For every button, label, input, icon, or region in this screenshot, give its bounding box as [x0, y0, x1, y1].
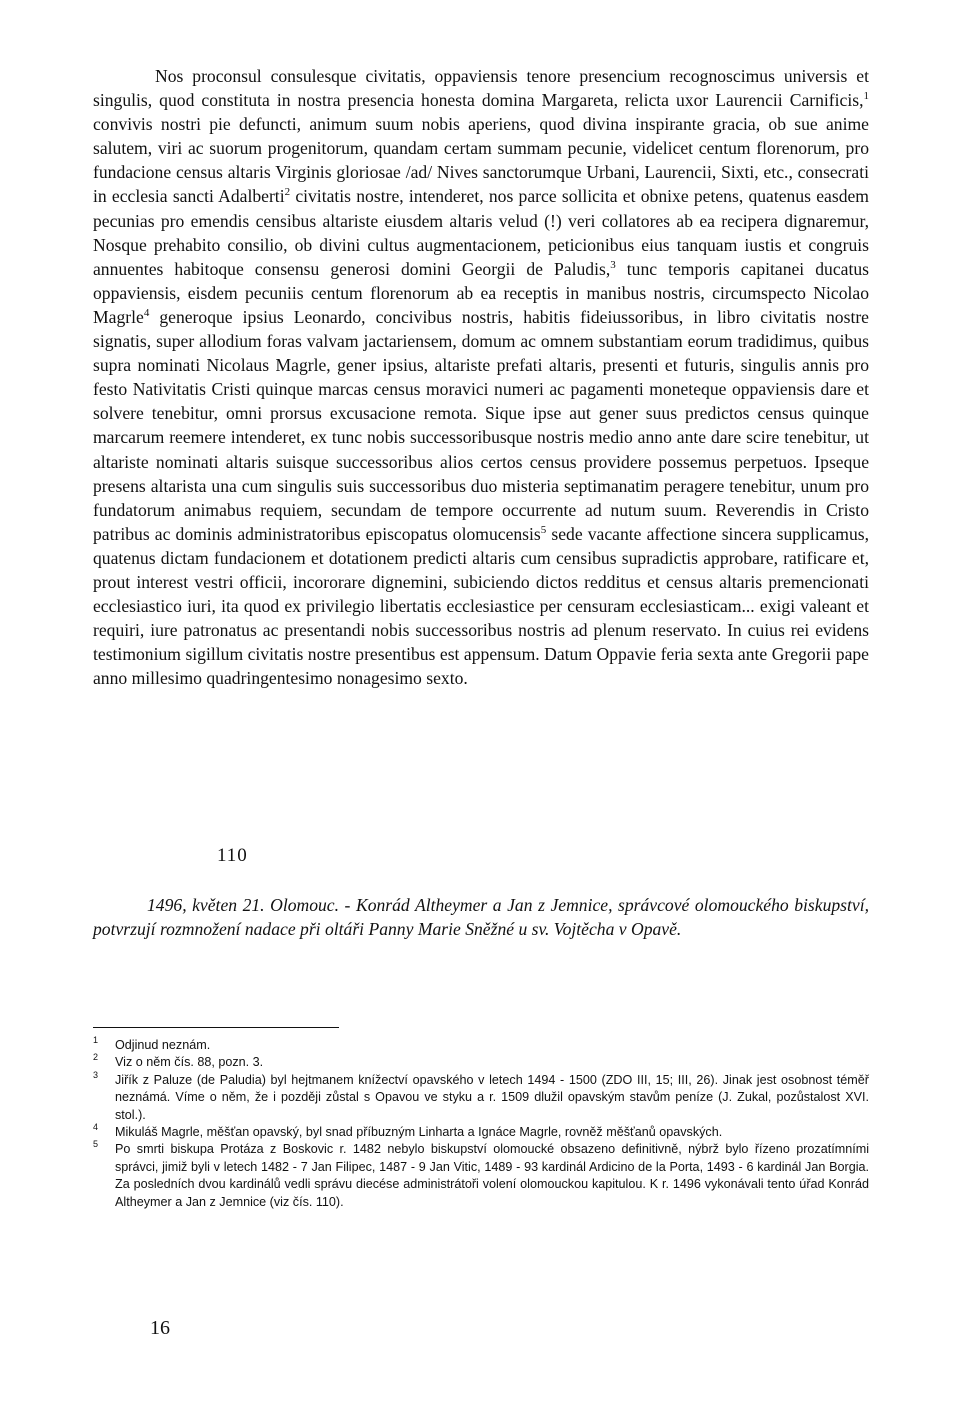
charter-text-part: generoque ipsius Leonardo, concivibus nostris, habitis fideiussoribus, in libro civitatis nostre signatis, super allodium foras valvam jactariensem, domum ac omnem substantiam eorum tradidimus, quibus supra nominati Nicolaus Magrle, gener ipsius, altariste prefati altaris, presenti et futuris, singulis annis pro festo Nativitatis Cristi quinque marcas census moravici numeri ac pagamenti moneteque oppaviensis dare et solvere tenebitur, omni prorsus excusacione remota. Sique ipse aut gener suus predictos census quinque marcarum reemere intenderet, ex tunc nobis successoribusque nostris medio anno ante dare scire tenebitur, ut altariste nominati altaris suisque successoribus alios certos census providere possemus perpetuos. Ipseque presens altarista una cum singulis suis successoribus duo misteria septimanatim peragere tenebitur, unum pro fundatorum animabus requiem, secundam de tempore occurrente ad nutum suum. Reverendis in Cristo patribus ac dominis administratoribus episcopatus olomucensis	[93, 306, 869, 544]
footnote-text: Jiřík z Paluze (de Paludia) byl hejtmanem knížectví opavského v letech 1494 - 1500 (ZDO III, 15; III, 26). Jinak jest osobnost téměř neznámá. Víme o něm, že i později zůstal s Opavou ve styku a r. 1509 dlužil opavským stavům peníze (J. Zukal, pozůstalost XVI. stol.).	[115, 1072, 869, 1122]
page-number: 16	[150, 1317, 170, 1339]
charter-text-part: sede vacante affectione sincera supplicamus, quatenus dictam fundacionem et dotationem predicti altaris cum censibus supradictis approbare, ratificare et, prout interest vestri officii, incororare dignemini, subiciendo dictos redditus et census altaris premencionati ecclesiastico iuri, ita quod ex privilegio libertatis ecclesiastice per censuram ecclesiasticam... exigi valeant et requiri, iure patronatus ac presentandi nobis successoribus nostris ad plenum reservato. In cuius rei evidens testimonium sigillum civitatis nostre presentibus est appensum. Datum Oppavie feria sexta ante Gregorii pape anno millesimo quadringentesimo nonagesimo sexto.	[93, 523, 869, 689]
charter-text-part: civitatis nostre, intenderet, nos parce sollicita et obnixe petens, quatenus easdem pecunias pro emendis censibus altariste eiusdem altaris velud (!) veri collatores ab ea recipera dignaremur, Nosque prehabito consilio, ob divini cultus augmentacionem, peticionibus eius tanquam iustis et congruis annuentes habitoque consensu generosi domini Georgii de Paludis,	[93, 186, 869, 279]
charter-text-part: tunc temporis capitanei ducatus oppaviensis, eisdem pecuniis centum florenorum ab ea receptis in manibus nostris, circumspecto Nicolao Magrle	[93, 258, 869, 327]
footnote-mark: 4	[93, 1122, 99, 1133]
regest-summary: 1496, květen 21. Olomouc. - Konrád Altheymer a Jan z Jemnice, správcové olomouckého biskupství, potvrzují rozmnožení nadace při oltáři Panny Marie Sněžné u sv. Vojtěcha v Opavě.	[93, 895, 869, 939]
footnotes	[93, 1037, 869, 1211]
footnote-mark: 1	[93, 1035, 99, 1045]
footnote-mark: 5	[93, 1139, 99, 1150]
footnote-1	[93, 1037, 869, 1054]
footnote-ref-1: 1	[863, 90, 869, 103]
footnote-text: Odjinud neznám.	[115, 1038, 211, 1052]
footnote-ref-2: 2	[284, 186, 291, 199]
footnote-text: Po smrti biskupa Protáza z Boskovic r. 1482 nebylo biskupství olomoucké obsazeno definitivně, nýbrž bylo řízeno prozatímními správci, jimiž byli v letech 1482 - 7 Jan Filipec, 1487 - 9 Jan Vitic, 1489 - 93 kardinál Ardicino de la Porta, 1493 - 6 kardinál Jan Borgia. Za posledních dvou kardinálů vedli správu diecése administrátoři volení olomouckou kapitulou. K r. 1496 vykonávali tento úřad Konrád Altheymer a Jan z Jemnice (viz čís. 110).	[115, 1142, 869, 1209]
footnote-text: Mikuláš Magrle, měšťan opavský, byl snad příbuzným Linharta a Ignáce Magrle, rovněž měšťanů opavských.	[115, 1125, 723, 1140]
footnote-5	[93, 1141, 869, 1211]
footnote-2	[93, 1054, 869, 1071]
footnote-ref-4: 4	[143, 307, 150, 320]
charter-text-part: convivis nostri pie defuncti, animum suum nobis aperiens, quod divina inspirante gracia, ob sue anime salutem, viri ac suorum progenitorum, quandam certam summam pecunie, videlicet centum florenorum, pro fundacione census altaris Virginis gloriosae /ad/ Nives sanctorumque Urbani, Laurencii, Sixti, etc., consecrati in ecclesia sancti Adalberti	[93, 114, 869, 207]
footnote-4	[93, 1124, 869, 1141]
charter-text	[93, 64, 869, 690]
charter-text-part: Nos proconsul consulesque civitatis, oppaviensis tenore presencium recognoscimus universis et singulis, quod constituta in nostra presencia honesta domina Margareta, relicta uxor Laurencii Carnificis,	[93, 66, 869, 111]
footnote-3	[93, 1069, 869, 1124]
document-number: 110	[217, 845, 248, 866]
footnote-mark: 2	[93, 1052, 99, 1063]
footnote-ref-3: 3	[610, 258, 616, 271]
footnote-ref-5: 5	[540, 523, 547, 536]
footnote-text: Viz o něm čís. 88, pozn. 3.	[115, 1055, 264, 1070]
footnote-mark: 3	[93, 1069, 99, 1080]
footnote-separator	[93, 1027, 339, 1028]
